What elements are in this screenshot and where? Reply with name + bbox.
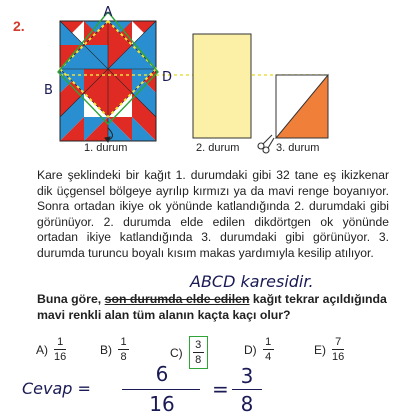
label-b: B: [44, 83, 53, 98]
figure: [0, 0, 404, 170]
handwritten-note: ABCD karesidir.: [190, 272, 314, 291]
question-prefix: Buna göre,: [37, 292, 105, 306]
caption-state-3: 3. durum: [276, 142, 320, 154]
caption-state-2: 2. durum: [196, 142, 240, 154]
question-number: 2.: [13, 18, 25, 34]
result-fraction-bar: [232, 389, 262, 390]
caption-state-1: 1. durum: [84, 142, 128, 154]
answer-denominator: 16: [149, 392, 175, 416]
choice-a[interactable]: A) $\frac{1}{16}$: [36, 336, 67, 363]
question-struck-text: son durumda elde edilen: [104, 292, 250, 306]
result-denominator: 8: [240, 392, 254, 416]
label-d: D: [162, 70, 173, 85]
choice-e[interactable]: E) $\frac{7}{16}$: [314, 336, 345, 363]
answer-numerator: 6: [155, 362, 169, 386]
choice-d[interactable]: D) $\frac{1}{4}$: [244, 336, 274, 363]
label-a: A: [103, 5, 113, 20]
answer-equals: =: [212, 377, 229, 401]
problem-statement: Kare şeklindeki bir kağıt 1. durumdaki gibi 32 tane eş ikizkenar dik üçgensel bölgeye ayrılıp kırmızı ya da mavi renge boyanıyor. Sonra ortadan ikiye ok yönünde katlandığında 2. durumdaki gibi görünüyor. 2. durumda elde edilen dikdörtgen ok yönünde ortadan ikiye katlandığında 3. durumdaki gibi görünüyor. 3. durumda turuncu boyalı kısım makas yardımıyla kesilip atılıyor.: [37, 168, 389, 260]
answer-label: Cevap =: [22, 379, 91, 398]
choice-b[interactable]: B) $\frac{1}{8}$: [100, 336, 129, 363]
question-text: [37, 291, 389, 323]
result-numerator: 3: [240, 364, 254, 388]
answer-choices: [36, 336, 376, 370]
choice-c[interactable]: C) $\frac{3}{8}$: [170, 336, 208, 369]
question-rest: kağıt tekrar açıldığında mavi renkli alan tüm alanın kaçta kaçı olur?: [37, 292, 387, 322]
answer-fraction-bar: [122, 389, 200, 390]
scissors-icon: [258, 135, 274, 153]
selected-answer-box: $\frac{3}{8}$: [189, 336, 208, 369]
state-two-rectangle: [193, 34, 251, 138]
